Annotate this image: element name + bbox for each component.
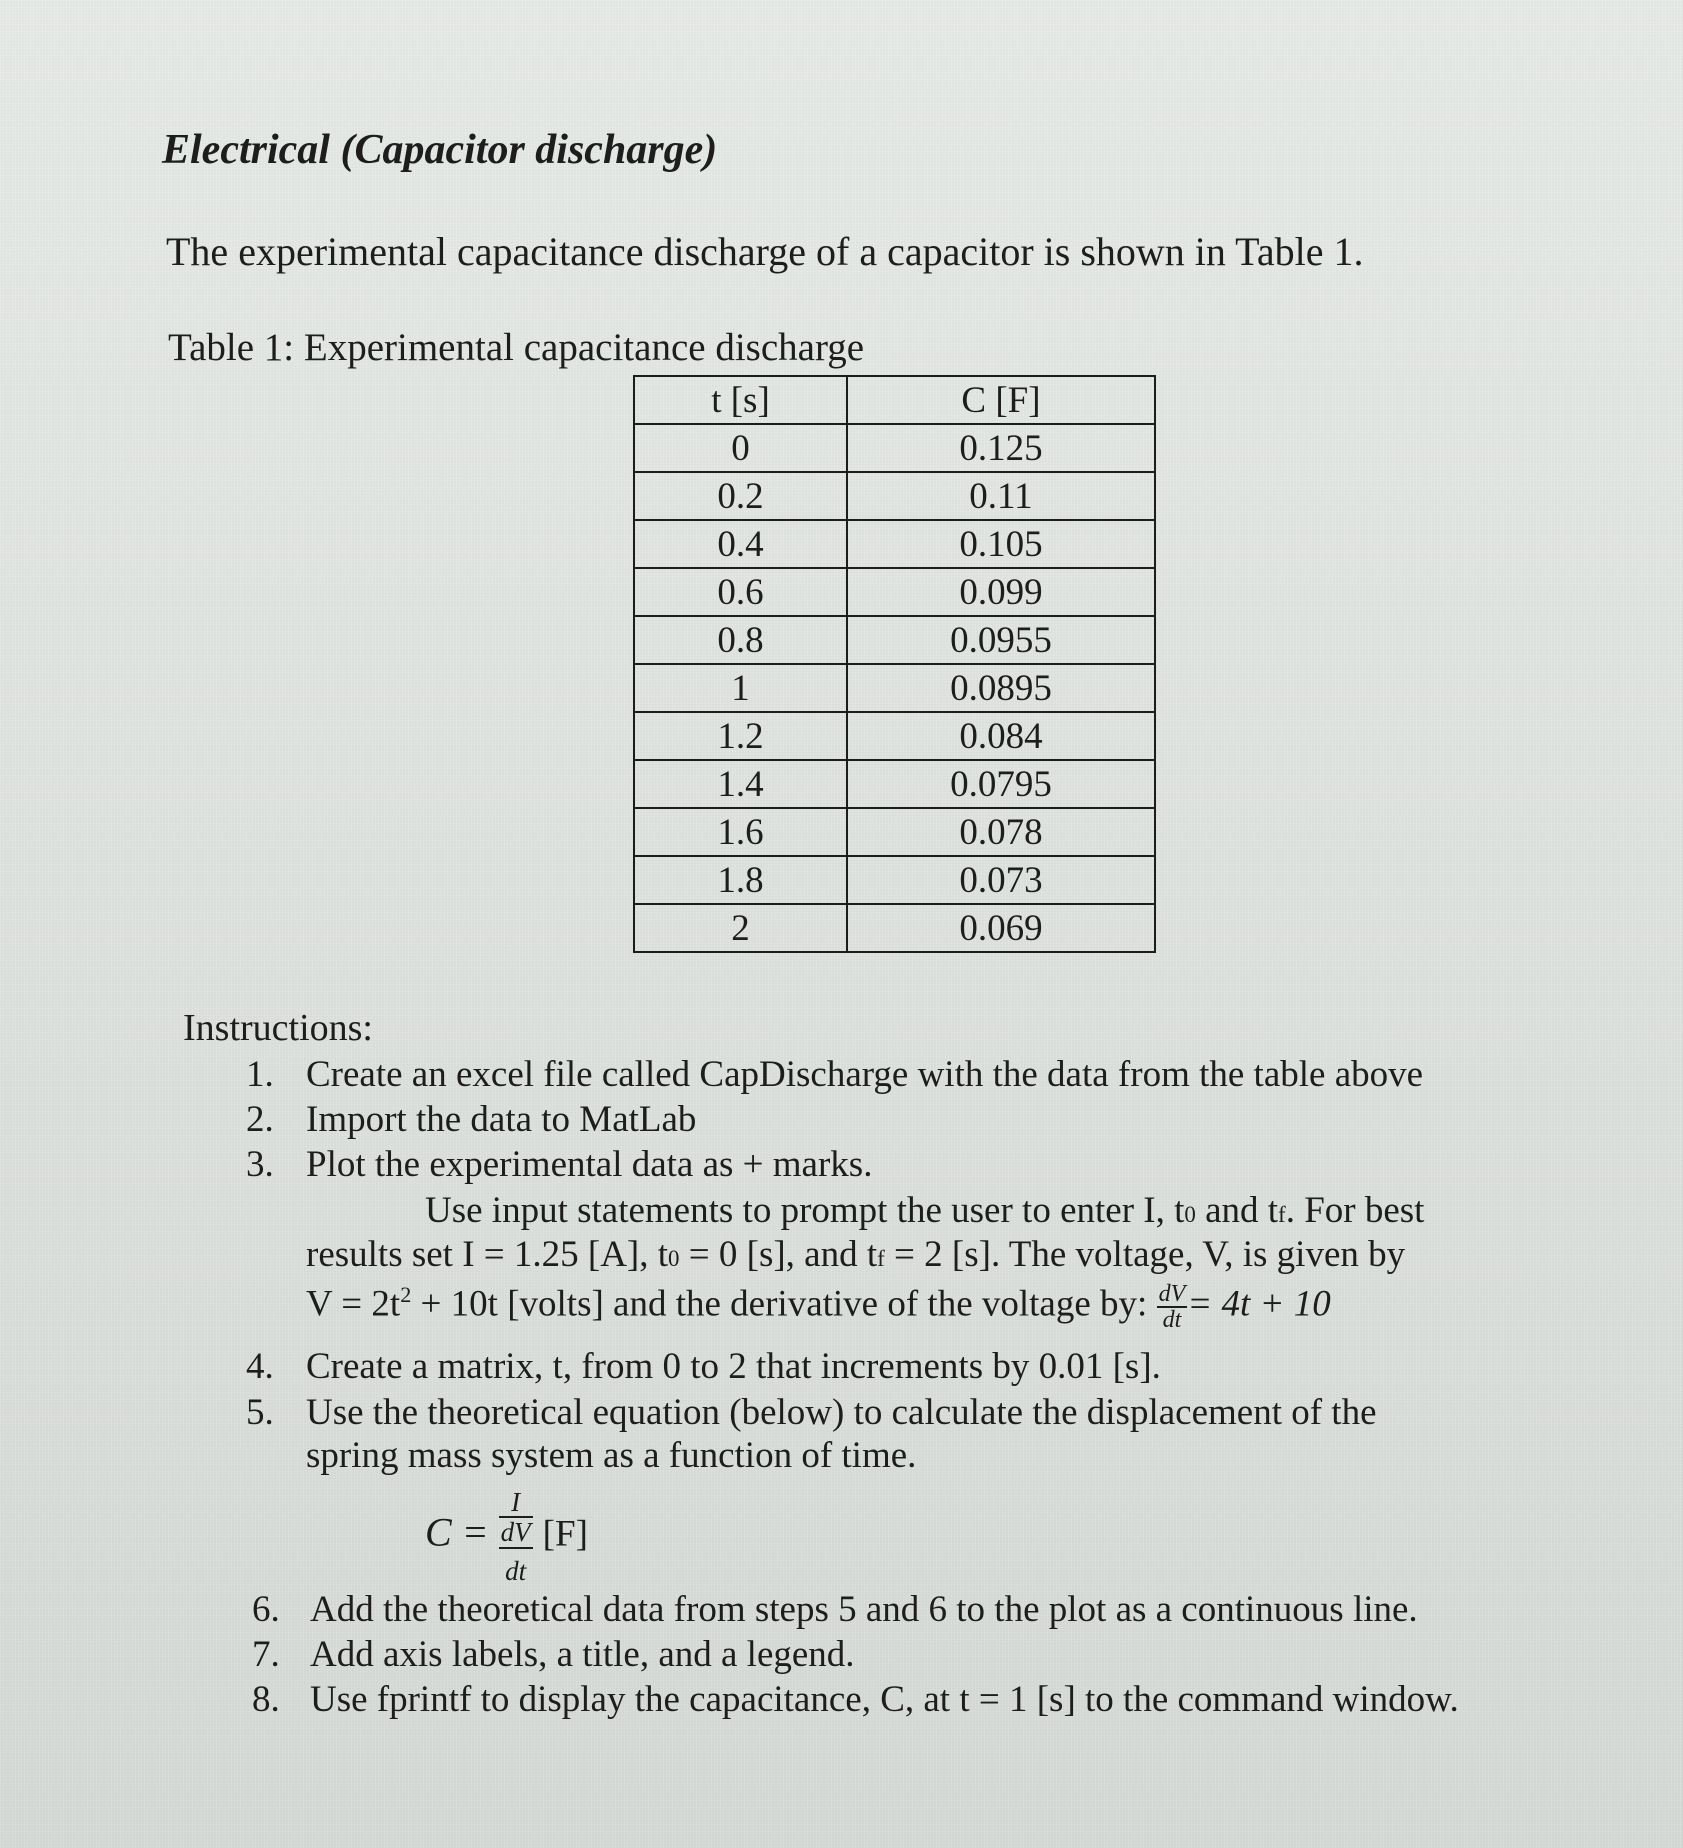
- step-number: 5.: [246, 1392, 274, 1433]
- table-row: [634, 904, 1155, 952]
- instructions-label: Instructions:: [183, 1007, 373, 1049]
- step-number: 3.: [246, 1144, 274, 1185]
- header-capacitance: C [F]: [847, 376, 1155, 424]
- cell-time: 1.6: [634, 808, 847, 856]
- step-3-text: Plot the experimental data as + marks.: [306, 1144, 873, 1185]
- step-number: 7.: [252, 1634, 280, 1675]
- cell-capacitance: 0.073: [847, 856, 1155, 904]
- cell-time: 1: [634, 664, 847, 712]
- cell-time: 0.4: [634, 520, 847, 568]
- cell-capacitance: 0.0795: [847, 760, 1155, 808]
- cell-capacitance: 0.099: [847, 568, 1155, 616]
- step-number: 6.: [252, 1589, 280, 1630]
- table-caption: Table 1: Experimental capacitance discharge: [168, 326, 865, 369]
- cell-time: 0.6: [634, 568, 847, 616]
- step-5-text-line-2: spring mass system as a function of time.: [306, 1435, 917, 1476]
- step-8-text: Use fprintf to display the capacitance, C, at t = 1 [s] to the command window.: [310, 1679, 1459, 1720]
- section-heading: Electrical (Capacitor discharge): [162, 127, 718, 173]
- cell-time: 0: [634, 424, 847, 472]
- dvdt-fraction: $\frac{dV}{dt}$: [1158, 1281, 1186, 1333]
- step-5-text-line-1: Use the theoretical equation (below) to calculate the displacement of the: [306, 1392, 1377, 1433]
- table-row: [634, 712, 1155, 760]
- table-row: [634, 568, 1155, 616]
- cell-time: 1.2: [634, 712, 847, 760]
- cell-time: 1.4: [634, 760, 847, 808]
- table-row: [634, 472, 1155, 520]
- table-row: [634, 664, 1155, 712]
- step-2-text: Import the data to MatLab: [306, 1099, 697, 1140]
- step-number: 4.: [246, 1346, 274, 1387]
- step-3-line-2: Use input statements to prompt the user to enter I, t0 and tf. For best: [425, 1190, 1425, 1231]
- step-3-line-3: results set I = 1.25 [A], t0 = 0 [s], and tf = 2 [s]. The voltage, V, is given by: [306, 1234, 1406, 1275]
- intro-paragraph: The experimental capacitance discharge of a capacitor is shown in Table 1.: [166, 229, 1364, 274]
- cell-capacitance: 0.0895: [847, 664, 1155, 712]
- cell-capacitance: 0.11: [847, 472, 1155, 520]
- table-row: [634, 856, 1155, 904]
- table-row: [634, 616, 1155, 664]
- equation-fraction: $\frac{I}{\frac{dV}{dt}}$: [500, 1487, 531, 1586]
- step-number: 2.: [246, 1099, 274, 1140]
- cell-capacitance: 0.125: [847, 424, 1155, 472]
- step-number: 1.: [246, 1054, 274, 1095]
- cell-capacitance: 0.0955: [847, 616, 1155, 664]
- step-6-text: Add the theoretical data from steps 5 and 6 to the plot as a continuous line.: [310, 1589, 1418, 1630]
- cell-capacitance: 0.084: [847, 712, 1155, 760]
- capacitance-table: [633, 375, 1156, 953]
- cell-capacitance: 0.069: [847, 904, 1155, 952]
- cell-time: 2: [634, 904, 847, 952]
- cell-time: 1.8: [634, 856, 847, 904]
- cell-capacitance: 0.078: [847, 808, 1155, 856]
- table-row: [634, 808, 1155, 856]
- step-3-line-4: $V = 2t^2 + 10t$ [volts] and the derivative of the voltage by: $\frac{dV}{dt}$ = 4t + 10: [306, 1281, 1331, 1333]
- table-row: [634, 520, 1155, 568]
- step-4-text: Create a matrix, t, from 0 to 2 that increments by 0.01 [s].: [306, 1346, 1161, 1387]
- step-1-text: Create an excel file called CapDischarge with the data from the table above: [306, 1054, 1424, 1095]
- table-row: [634, 424, 1155, 472]
- table-row: [634, 760, 1155, 808]
- step-number: 8.: [252, 1679, 280, 1720]
- cell-time: 0.8: [634, 616, 847, 664]
- header-time: t [s]: [634, 376, 847, 424]
- cell-capacitance: 0.105: [847, 520, 1155, 568]
- table-header-row: [634, 376, 1155, 424]
- capacitance-equation: C = $\frac{I}{\frac{dV}{dt}}$ [F]: [425, 1487, 588, 1586]
- cell-time: 0.2: [634, 472, 847, 520]
- step-7-text: Add axis labels, a title, and a legend.: [310, 1634, 855, 1675]
